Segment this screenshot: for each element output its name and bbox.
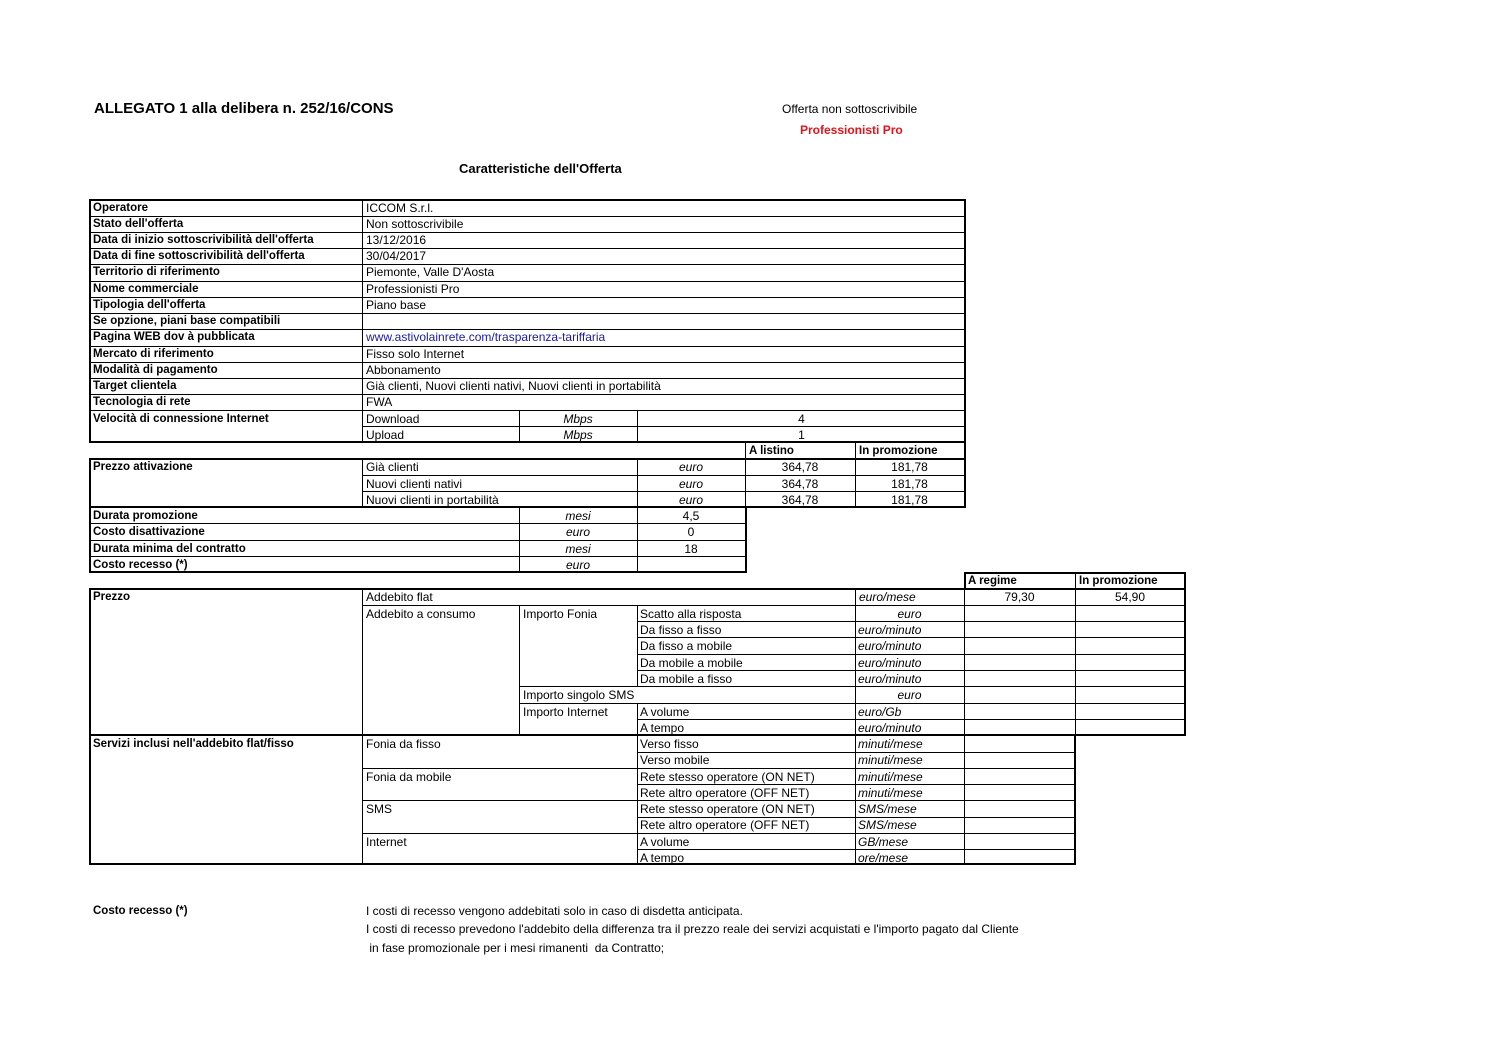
internet-row-unit: euro/minuto [858, 721, 922, 735]
activation-row-promo: 181,78 [891, 493, 928, 507]
service-row-name: Rete altro operatore (OFF NET) [640, 786, 810, 800]
info-value: Piano base [366, 298, 427, 312]
flat-charge-promo: 54,90 [1114, 590, 1146, 604]
term-label: Durata minima del contratto [93, 543, 246, 555]
service-row-name: Rete stesso operatore (ON NET) [640, 802, 815, 816]
price-label: Prezzo [93, 591, 131, 603]
info-label: Modalità di pagamento [93, 364, 218, 376]
section-title: Caratteristiche dell'Offerta [459, 161, 622, 176]
flat-charge-regime: 79,30 [1004, 590, 1035, 604]
info-label: Target clientela [93, 380, 177, 392]
info-label: Territorio di riferimento [93, 266, 220, 278]
footnote-line: I costi di recesso vengono addebitati solo in caso di disdetta anticipata. [366, 904, 743, 918]
voice-row-name: Da fisso a mobile [640, 639, 733, 653]
info-value: FWA [366, 395, 393, 409]
service-row-name: Verso mobile [640, 753, 710, 767]
service-group-name: Fonia da fisso [366, 737, 441, 751]
activation-row-promo: 181,78 [891, 460, 928, 474]
speed-label: Velocità di connessione Internet [93, 413, 269, 425]
offer-status-note: Offerta non sottoscrivibile [782, 102, 918, 116]
speed-download-value: 4 [798, 412, 805, 426]
info-label: Pagina WEB dov à pubblicata [93, 331, 255, 343]
info-label: Data di inizio sottoscrivibilità dell'offerta [93, 234, 314, 246]
speed-upload-value: 1 [798, 428, 805, 442]
service-group-name: SMS [366, 802, 393, 816]
info-value: 30/04/2017 [366, 249, 427, 263]
term-label: Costo recesso (*) [93, 559, 188, 571]
voice-row-name: Da mobile a mobile [640, 656, 743, 670]
term-label: Costo disattivazione [93, 526, 205, 538]
info-label: Nome commerciale [93, 283, 199, 295]
speed-upload-unit: Mbps [563, 428, 593, 442]
activation-col-list: A listino [749, 445, 794, 457]
page-title: ALLEGATO 1 alla delibera n. 252/16/CONS [94, 100, 394, 117]
service-group-name: Fonia da mobile [366, 770, 452, 784]
info-value: Professionisti Pro [366, 282, 460, 296]
activation-row-list: 364,78 [781, 477, 819, 491]
voice-row-name: Da mobile a fisso [640, 672, 733, 686]
service-row-unit: GB/mese [858, 835, 909, 849]
info-value: Già clienti, Nuovi clienti nativi, Nuovi clienti in portabilità [366, 379, 661, 393]
activation-row-list: 364,78 [781, 460, 819, 474]
sms-amount-unit: euro [897, 688, 922, 702]
voice-row-name: Da fisso a fisso [640, 623, 722, 637]
info-value: Fisso solo Internet [366, 347, 465, 361]
info-label: Mercato di riferimento [93, 348, 214, 360]
activation-label: Prezzo attivazione [93, 461, 193, 473]
term-unit: mesi [565, 509, 591, 523]
internet-amount-label: Importo Internet [523, 705, 608, 719]
voice-amount-label: Importo Fonia [523, 607, 598, 621]
activation-row-name: Nuovi clienti nativi [366, 477, 463, 491]
term-value: 18 [684, 542, 698, 556]
info-value: Abbonamento [366, 363, 441, 377]
speed-download-unit: Mbps [563, 412, 593, 426]
flat-charge-label: Addebito flat [366, 590, 433, 604]
service-row-name: Rete stesso operatore (ON NET) [640, 770, 815, 784]
services-label: Servizi inclusi nell'addebito flat/fisso [93, 738, 294, 750]
voice-row-unit: euro/minuto [858, 672, 922, 686]
price-col-promo: In promozione [1079, 575, 1158, 587]
activation-row-name: Già clienti [366, 460, 419, 474]
footnote-line: I costi di recesso prevedono l'addebito della differenza tra il prezzo reale dei servizi acquistati e l'importo pagato dal Cliente [366, 922, 1019, 936]
voice-row-unit: euro [897, 607, 922, 621]
service-row-name: Rete altro operatore (OFF NET) [640, 818, 810, 832]
speed-upload-name: Upload [366, 428, 405, 442]
offer-name-header: Professionisti Pro [800, 123, 903, 137]
consumption-charge-label: Addebito a consumo [366, 607, 476, 621]
footnote-label: Costo recesso (*) [93, 905, 188, 917]
info-label: Tecnologia di rete [93, 396, 191, 408]
speed-download-name: Download [366, 412, 420, 426]
activation-col-promo: In promozione [859, 445, 938, 457]
flat-charge-unit: euro/mese [859, 590, 916, 604]
activation-row-list: 364,78 [781, 493, 819, 507]
info-label: Data di fine sottoscrivibilità dell'offerta [93, 250, 305, 262]
info-label: Stato dell'offerta [93, 218, 184, 230]
term-value: 0 [687, 525, 695, 539]
info-label: Se opzione, piani base compatibili [93, 315, 281, 327]
voice-row-unit: euro/minuto [858, 623, 922, 637]
activation-row-unit: euro [678, 460, 704, 474]
activation-row-unit: euro [678, 493, 704, 507]
service-row-name: A tempo [640, 851, 685, 865]
info-label: Tipologia dell'offerta [93, 299, 206, 311]
internet-row-name: A tempo [640, 721, 685, 735]
info-value: www.astivolainrete.com/trasparenza-tariffaria [366, 330, 606, 344]
term-unit: euro [565, 558, 591, 572]
term-label: Durata promozione [93, 510, 198, 522]
service-row-name: Verso fisso [640, 737, 699, 751]
service-group-name: Internet [366, 835, 407, 849]
voice-row-name: Scatto alla risposta [640, 607, 742, 621]
activation-row-unit: euro [678, 477, 704, 491]
info-value: ICCOM S.r.l. [366, 201, 434, 215]
sms-amount-label: Importo singolo SMS [523, 688, 635, 702]
service-row-unit: SMS/mese [858, 818, 917, 832]
voice-row-unit: euro/minuto [858, 656, 922, 670]
activation-row-name: Nuovi clienti in portabilità [366, 493, 499, 507]
service-row-unit: minuti/mese [858, 753, 923, 767]
service-row-unit: ore/mese [858, 851, 909, 865]
service-row-unit: minuti/mese [858, 737, 923, 751]
internet-row-unit: euro/Gb [858, 705, 902, 719]
term-unit: euro [565, 525, 591, 539]
term-unit: mesi [565, 542, 591, 556]
service-row-unit: minuti/mese [858, 770, 923, 784]
term-value: 4,5 [682, 509, 700, 523]
footnote-line: in fase promozionale per i mesi rimanenti da Contratto; [366, 941, 665, 955]
info-value: Piemonte, Valle D'Aosta [366, 265, 495, 279]
info-value: Non sottoscrivibile [366, 217, 464, 231]
service-row-unit: SMS/mese [858, 802, 917, 816]
voice-row-unit: euro/minuto [858, 639, 922, 653]
internet-row-name: A volume [640, 705, 690, 719]
info-value: 13/12/2016 [366, 233, 427, 247]
activation-row-promo: 181,78 [891, 477, 928, 491]
price-col-regime: A regime [968, 575, 1017, 587]
service-row-unit: minuti/mese [858, 786, 923, 800]
info-label: Operatore [93, 202, 148, 214]
service-row-name: A volume [640, 835, 690, 849]
